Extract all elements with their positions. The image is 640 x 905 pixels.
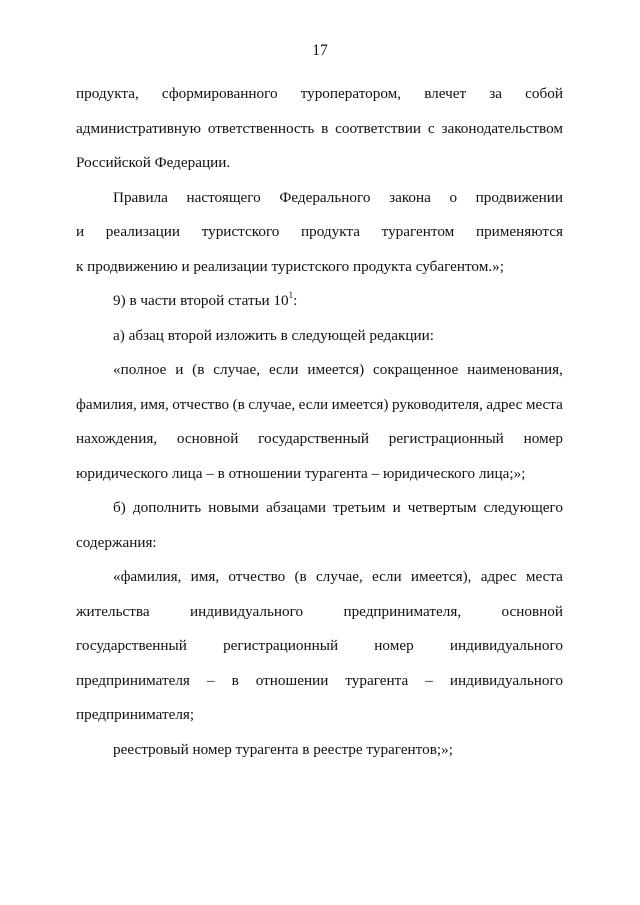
- word: регистрационный: [388, 430, 504, 447]
- word: руководителя,: [391, 395, 483, 413]
- word: «фамилия,: [113, 568, 182, 585]
- text-line: [76, 250, 563, 285]
- word: «полное: [113, 361, 167, 378]
- word: ответственность: [207, 119, 315, 137]
- text-line: [76, 698, 563, 733]
- word: имя,: [190, 568, 220, 585]
- word: сокращенное: [373, 361, 459, 378]
- word: б): [113, 499, 126, 516]
- word: (в: [232, 395, 245, 413]
- word: новыми: [208, 499, 260, 516]
- word: регистрационный: [223, 637, 339, 654]
- word: –: [425, 671, 433, 689]
- word: реализации: [105, 223, 181, 240]
- text-line: [76, 664, 563, 699]
- word: индивидуального: [449, 671, 563, 689]
- word: сформированного: [161, 85, 278, 102]
- document-body: [76, 77, 563, 767]
- word: имеется): [331, 395, 389, 413]
- word: адрес: [486, 395, 523, 413]
- word: применяются: [475, 223, 563, 240]
- text-line: [76, 595, 563, 630]
- word: соответствии: [335, 119, 421, 137]
- word: случае,: [213, 361, 261, 378]
- word: отчество: [228, 568, 286, 585]
- word: (в: [192, 361, 205, 378]
- text-line: [76, 77, 563, 112]
- text-line: [76, 319, 563, 354]
- word: административную: [76, 119, 201, 137]
- word: турагентом: [381, 223, 455, 240]
- word: влечет: [424, 85, 467, 102]
- word: нахождения,: [76, 430, 158, 447]
- word: продвижении: [475, 188, 563, 206]
- word: дополнить: [132, 499, 202, 516]
- page-number: 17: [312, 42, 328, 59]
- word: индивидуального: [189, 602, 304, 620]
- word: четвертым: [407, 499, 477, 516]
- line-text: реестровый номер турагента в реестре турагентов;»;: [113, 740, 453, 758]
- word: Федерального: [279, 188, 371, 206]
- line-text: а) абзац второй изложить в следующей редакции:: [113, 326, 435, 344]
- text-line: [76, 112, 563, 147]
- line-text-suffix: :: [293, 292, 298, 309]
- word: собой: [525, 85, 563, 102]
- word: отчество: [172, 395, 230, 413]
- word: номер: [523, 430, 563, 447]
- word: имя,: [140, 395, 169, 413]
- text-line: [76, 181, 563, 216]
- word: если: [268, 361, 299, 378]
- word: если: [298, 395, 329, 413]
- word: случае,: [248, 395, 296, 413]
- line-text: 9) в части второй статьи 10: [113, 292, 289, 309]
- line-text: к продвижению и реализации туристского продукта субагентом.»;: [76, 257, 504, 275]
- text-line: [76, 353, 563, 388]
- word: Правила: [113, 188, 168, 206]
- word: наименования,: [467, 361, 563, 378]
- word: настоящего: [186, 188, 261, 206]
- text-line: [76, 422, 563, 457]
- word: закона: [389, 188, 431, 206]
- text-line: [76, 560, 563, 595]
- text-line: [76, 146, 563, 181]
- text-line: [76, 284, 563, 319]
- superscript: 1: [288, 289, 294, 300]
- word: турагента: [345, 671, 409, 689]
- word: предпринимателя,: [343, 602, 462, 620]
- text-line: [76, 388, 563, 423]
- word: следующего: [483, 499, 563, 516]
- text-line: [76, 215, 563, 250]
- word: основной: [501, 602, 563, 620]
- text-line: [76, 457, 563, 492]
- word: продукта: [301, 223, 360, 240]
- word: абзацами: [266, 499, 326, 516]
- word: фамилия,: [76, 395, 137, 413]
- line-text: содержания:: [76, 533, 157, 551]
- word: основной: [176, 430, 239, 447]
- word: жительства: [76, 602, 150, 620]
- word: туристского: [201, 223, 280, 240]
- word: (в: [294, 568, 307, 585]
- word: туроператором,: [300, 85, 402, 102]
- word: и: [175, 361, 184, 378]
- word: в: [321, 119, 329, 137]
- word: имеется),: [410, 568, 472, 585]
- word: и: [76, 223, 85, 240]
- word: и: [392, 499, 401, 516]
- word: адрес: [480, 568, 517, 585]
- word: номер: [374, 637, 414, 654]
- line-text: юридического лица – в отношении турагента – юридического лица;»;: [76, 464, 526, 482]
- line-text: предпринимателя;: [76, 706, 195, 723]
- word: государственный: [76, 637, 187, 654]
- word: третьим: [333, 499, 386, 516]
- word: государственный: [258, 430, 369, 447]
- word: места: [525, 395, 563, 413]
- text-line: [76, 733, 563, 768]
- word: отношении: [255, 671, 329, 689]
- word: места: [525, 568, 563, 585]
- word: продукта,: [76, 85, 139, 102]
- text-line: [76, 629, 563, 664]
- word: за: [489, 85, 503, 102]
- text-line: [76, 491, 563, 526]
- word: случае,: [315, 568, 363, 585]
- word: в: [231, 671, 239, 689]
- word: индивидуального: [449, 637, 563, 654]
- word: законодательством: [441, 119, 563, 137]
- text-line: [76, 526, 563, 561]
- word: о: [449, 188, 458, 206]
- line-text: Российской Федерации.: [76, 154, 231, 171]
- word: если: [372, 568, 402, 585]
- word: –: [206, 671, 215, 689]
- word: предпринимателя: [76, 671, 190, 689]
- word: с: [427, 119, 435, 137]
- word: имеется): [307, 361, 365, 378]
